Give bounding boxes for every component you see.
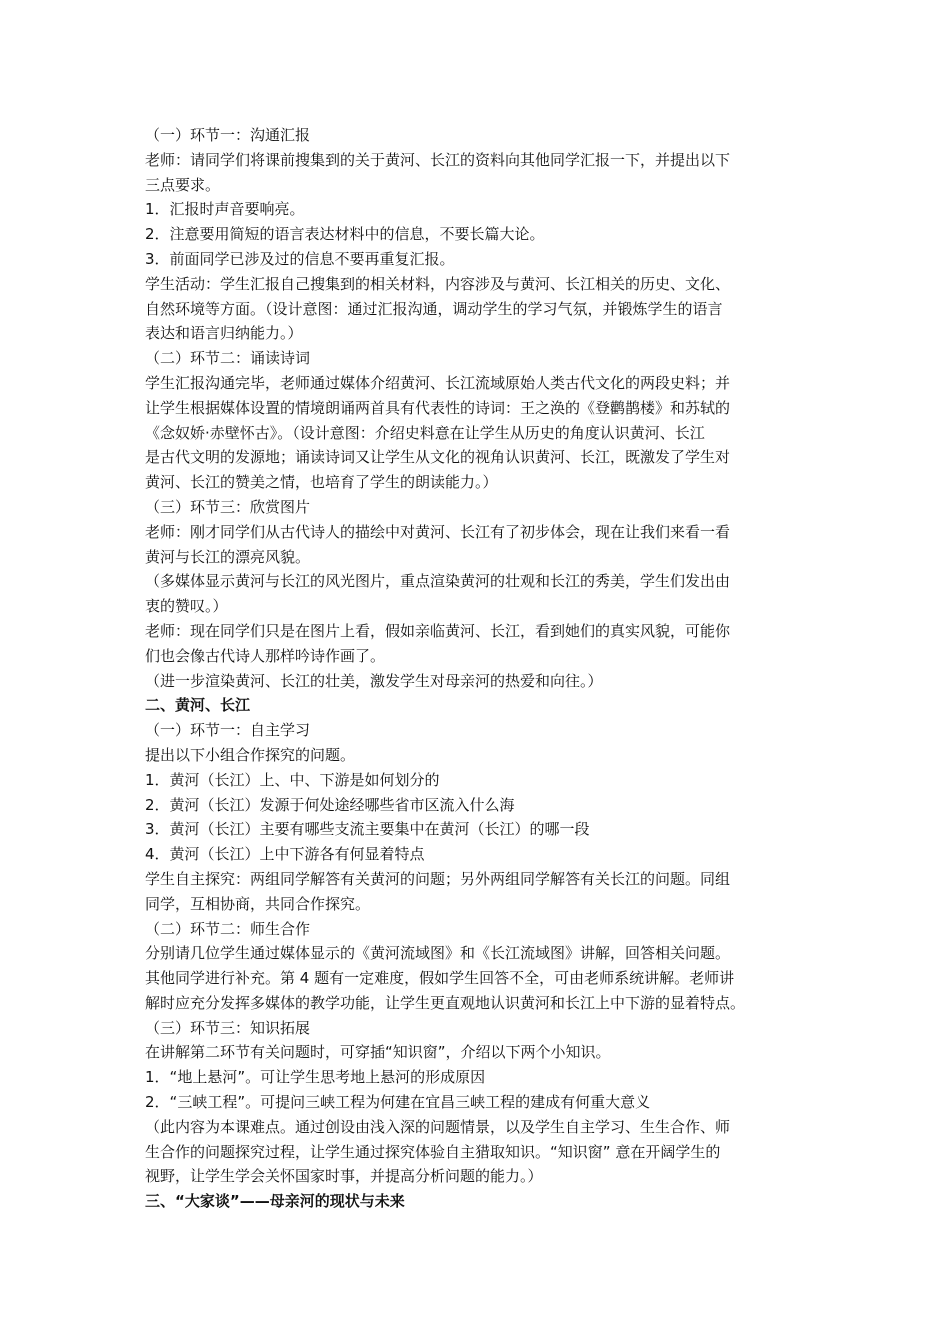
text-line: 让学生根据媒体设置的情境朗诵两首具有代表性的诗词：王之涣的《登鹳鹊楼》和苏轼的 — [145, 398, 731, 417]
section-heading: 二、黄河、长江 — [145, 696, 251, 715]
text-line: （三）环节三：欣赏图片 — [145, 497, 311, 516]
text-line: 2．注意要用简短的语言表达材料中的信息，不要长篇大论。 — [145, 225, 545, 244]
text-line: 学生汇报沟通完毕，老师通过媒体介绍黄河、长江流域原始人类古代文化的两段史料；并 — [145, 373, 731, 392]
text-line: 自然环境等方面。（设计意图：通过汇报沟通，调动学生的学习气氛，并锻炼学生的语言 — [145, 299, 723, 318]
document-page — [145, 123, 815, 1214]
text-line: 4．黄河（长江）上中下游各有何显着特点 — [145, 845, 425, 864]
text-line: （此内容为本课难点。通过创设由浅入深的问题情景，以及学生自主学习、生生合作、师 — [145, 1117, 731, 1136]
text-line: 表达和语言归纳能力。） — [145, 324, 303, 343]
section-heading: 三、“大家谈”——母亲河的现状与未来 — [145, 1192, 405, 1211]
text-line: 3．前面同学已涉及过的信息不要再重复汇报。 — [145, 249, 455, 268]
text-line: （一）环节一：自主学习 — [145, 721, 311, 740]
text-line: 1．黄河（长江）上、中、下游是如何划分的 — [145, 770, 440, 789]
text-line: 黄河与长江的漂亮风貌。 — [145, 547, 311, 566]
text-line: 分别请几位学生通过媒体显示的《黄河流域图》和《长江流域图》讲解，回答相关问题。 — [145, 944, 731, 963]
text-line: 其他同学进行补充。第 4 题有一定难度，假如学生回答不全，可由老师系统讲解。老师讲 — [145, 969, 735, 988]
text-line: （多媒体显示黄河与长江的风光图片，重点渲染黄河的壮观和长江的秀美，学生们发出由 — [145, 572, 731, 591]
text-line: 三点要求。 — [145, 175, 221, 194]
text-line: （二）环节二：师生合作 — [145, 919, 311, 938]
text-line: 《念奴娇·赤壁怀古》。（设计意图：介绍史料意在让学生从历史的角度认识黄河、长江 — [145, 423, 705, 442]
text-line: 解时应充分发挥多媒体的教学功能，让学生更直观地认识黄河和长江上中下游的显着特点。 — [145, 993, 746, 1012]
text-line: 老师：刚才同学们从古代诗人的描绘中对黄河、长江有了初步体会，现在让我们来看一看 — [145, 522, 731, 541]
text-line: 老师：请同学们将课前搜集到的关于黄河、长江的资料向其他同学汇报一下，并提出以下 — [145, 150, 731, 169]
text-line: 同学，互相协商，共同合作探究。 — [145, 894, 371, 913]
text-line: （二）环节二：诵读诗词 — [145, 349, 311, 368]
text-line: 学生自主探究：两组同学解答有关黄河的问题；另外两组同学解答有关长江的问题。同组 — [145, 869, 731, 888]
text-line: 学生活动：学生汇报自己搜集到的相关材料，内容涉及与黄河、长江相关的历史、文化、 — [145, 274, 731, 293]
text-line: 视野，让学生学会关怀国家时事，并提高分析问题的能力。） — [145, 1167, 543, 1186]
text-line: 提出以下小组合作探究的问题。 — [145, 745, 356, 764]
text-line: 3．黄河（长江）主要有哪些支流主要集中在黄河（长江）的哪一段 — [145, 820, 590, 839]
text-line: （一）环节一：沟通汇报 — [145, 126, 311, 144]
text-line: 们也会像古代诗人那样吟诗作画了。 — [145, 646, 386, 665]
text-line: 衷的赞叹。） — [145, 597, 228, 616]
text-line: 生合作的问题探究过程，让学生通过探究体验自主猎取知识。“知识窗” 意在开阔学生的 — [145, 1142, 721, 1161]
text-line: 在讲解第二环节有关问题时，可穿插“知识窗”，介绍以下两个小知识。 — [145, 1043, 611, 1062]
text-line: 黄河、长江的赞美之情，也培育了学生的朗读能力。） — [145, 473, 498, 492]
text-line: 1．“地上悬河”。可让学生思考地上悬河的形成原因 — [145, 1068, 486, 1087]
text-line: 1．汇报时声音要响亮。 — [145, 200, 305, 219]
text-line: 2．“三峡工程”。可提问三峡工程为何建在宜昌三峡工程的建成有何重大意义 — [145, 1093, 651, 1112]
text-line: （进一步渲染黄河、长江的壮美，激发学生对母亲河的热爱和向往。） — [145, 671, 603, 690]
text-line: （三）环节三：知识拓展 — [145, 1018, 311, 1037]
text-line: 老师：现在同学们只是在图片上看，假如亲临黄河、长江，看到她们的真实风貌，可能你 — [145, 621, 731, 640]
text-line: 是古代文明的发源地；诵读诗词又让学生从文化的视角认识黄河、长江，既激发了学生对 — [145, 448, 731, 467]
text-line: 2．黄河（长江）发源于何处途经哪些省市区流入什么海 — [145, 795, 515, 814]
